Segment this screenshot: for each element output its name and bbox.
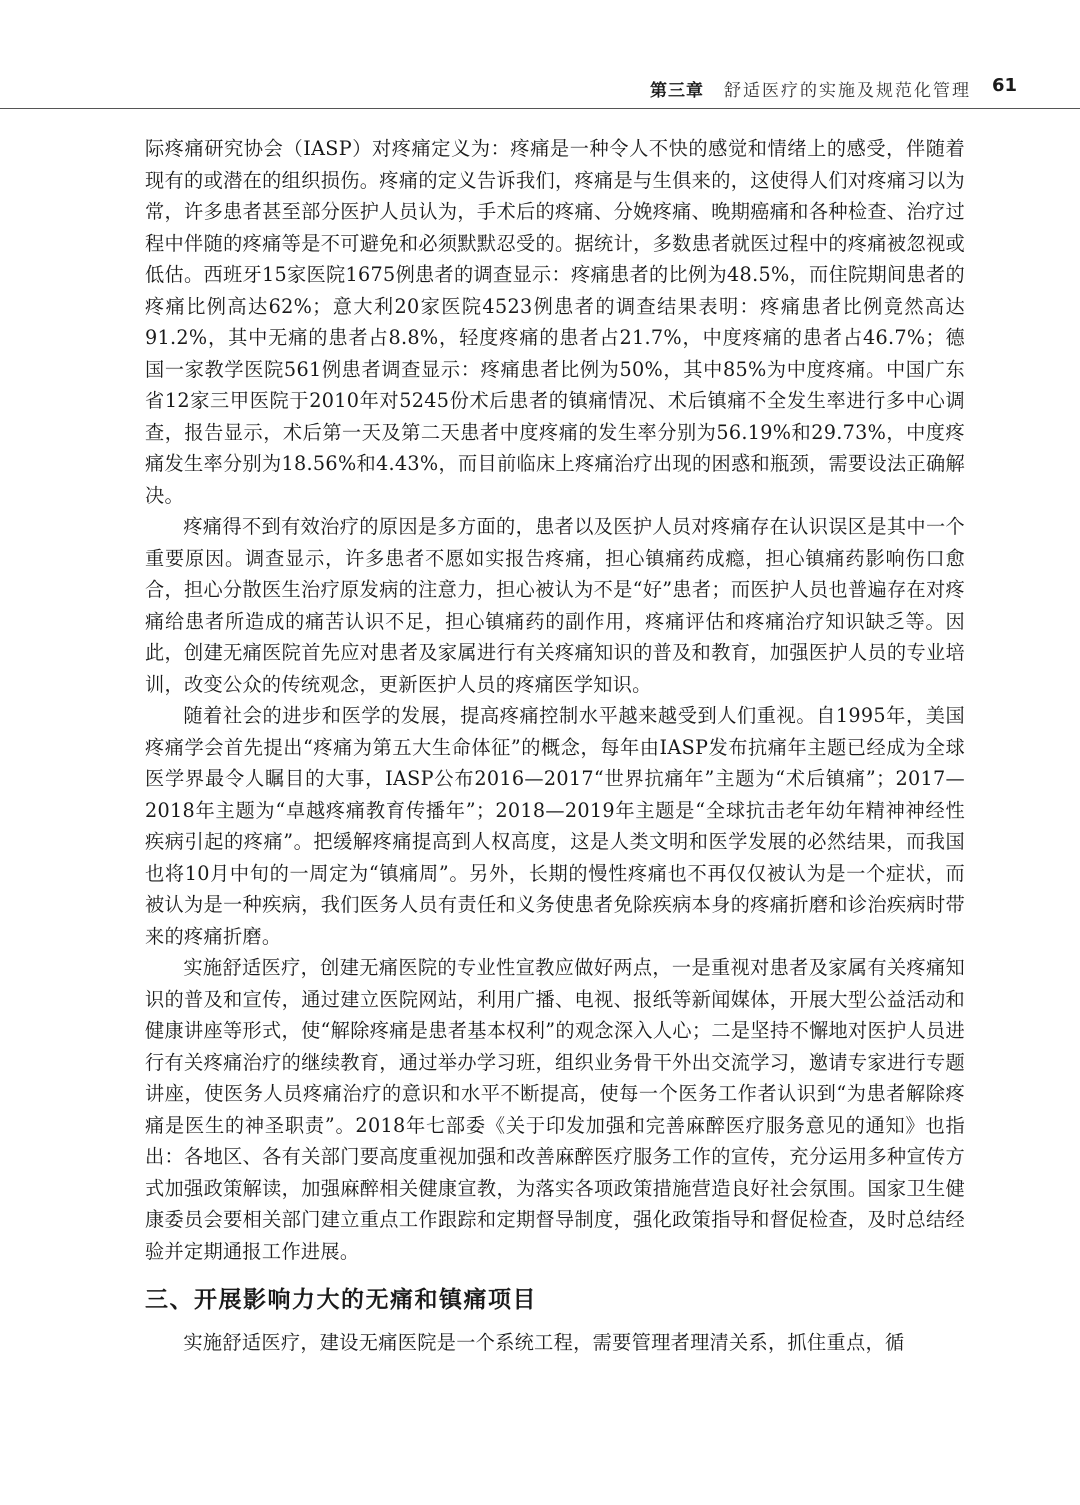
running-header bbox=[0, 62, 1080, 108]
chapter-title: 舒适医疗的实施及规范化管理 bbox=[724, 81, 971, 101]
paragraph-2: 疼痛得不到有效治疗的原因是多方面的，患者以及医护人员对疼痛存在认识误区是其中一个重要原因。调查显示，许多患者不愿如实报告疼痛，担心镇痛药成瘾，担心镇痛药影响伤口愈合，担心分散医生治疗原发病的注意力，担心被认为不是“好”患者；而医护人员也普遍存在对疼痛给患者所造成的痛苦认识不足，担心镇痛药的副作用，疼痛评估和疼痛治疗知识缺乏等。因此，创建无痛医院首先应对患者及家属进行有关疼痛知识的普及和教育，加强医护人员的专业培训，改变公众的传统观念，更新医护人员的疼痛医学知识。 bbox=[145, 515, 965, 696]
paragraph-4: 实施舒适医疗，创建无痛医院的专业性宣教应做好两点，一是重视对患者及家属有关疼痛知识的普及和宣传，通过建立医院网站，利用广播、电视、报纸等新闻媒体，开展大型公益活动和健康讲座等形式，使“解除疼痛是患者基本权利”的观念深入人心；二是坚持不懈地对医护人员进行有关疼痛治疗的继续教育，通过举办学习班，组织业务骨干外出交流学习，邀请专家进行专题讲座，使医务人员疼痛治疗的意识和水平不断提高，使每一个医务工作者认识到“为患者解除疼痛是医生的神圣职责”。2018年七部委《关于印发加强和完善麻醉医疗服务意见的通知》也指出：各地区、各有关部门要高度重视加强和改善麻醉医疗服务工作的宣传，充分运用多种宣传方式加强政策解读，加强麻醉相关健康宣教，为落实各项政策措施营造良好社会氛围。国家卫生健康委员会要相关部门建立重点工作跟踪和定期督导制度，强化政策指导和督促检查，及时总结经验并定期通报工作进展。 bbox=[145, 956, 965, 1263]
page-number: 61 bbox=[992, 75, 1018, 96]
paragraph-3: 随着社会的进步和医学的发展，提高疼痛控制水平越来越受到人们重视。自1995年，美国疼痛学会首先提出“疼痛为第五大生命体征”的概念，每年由IASP发布抗痛年主题已经成为全球医学界最令人瞩目的大事，IASP公布2016—2017“世界抗痛年”主题为“术后镇痛”；2017—2018年主题为“卓越疼痛教育传播年”；2018—2019年主题是“全球抗击老年幼年精神神经性疾病引起的疼痛”。把缓解疼痛提高到人权高度，这是人类文明和医学发展的必然结果，而我国也将10月中旬的一周定为“镇痛周”。另外，长期的慢性疼痛也不再仅仅被认为是一个症状，而被认为是一种疾病，我们医务人员有责任和义务使患者免除疾病本身的疼痛折磨和诊治疾病时带来的疼痛折磨。 bbox=[145, 704, 965, 948]
chapter-label: 第三章 bbox=[650, 81, 704, 101]
paragraph-1: 际疼痛研究协会（IASP）对疼痛定义为：疼痛是一种令人不快的感觉和情绪上的感受，伴随着现有的或潜在的组织损伤。疼痛的定义告诉我们，疼痛是与生俱来的，这使得人们对疼痛习以为常，许多患者甚至部分医护人员认为，手术后的疼痛、分娩疼痛、晚期癌痛和各种检查、治疗过程中伴随的疼痛等是不可避免和必须默默忍受的。据统计，多数患者就医过程中的疼痛被忽视或低估。西班牙15家医院1675例患者的调查显示：疼痛患者的比例为48.5%，而住院期间患者的疼痛比例高达62%；意大利20家医院4523例患者的调查结果表明：疼痛患者比例竟然高达91.2%，其中无痛的患者占8.8%，轻度疼痛的患者占21.7%，中度疼痛的患者占46.7%；德国一家教学医院561例患者调查显示：疼痛患者比例为50%，其中85%为中度疼痛。中国广东省12家三甲医院于2010年对5245份术后患者的镇痛情况、术后镇痛不全发生率进行多中心调查，报告显示，术后第一天及第二天患者中度疼痛的发生率分别为56.19%和29.73%，中度疼痛发生率分别为18.56%和4.43%，而目前临床上疼痛治疗出现的困惑和瓶颈，需要设法正确解决。 bbox=[145, 137, 965, 507]
section-paragraph: 实施舒适医疗，建设无痛医院是一个系统工程，需要管理者理清关系，抓住重点，循 bbox=[183, 1331, 905, 1354]
section-heading: 三、开展影响力大的无痛和镇痛项目 bbox=[145, 1287, 537, 1313]
body-text bbox=[145, 133, 965, 1359]
header-divider bbox=[0, 108, 1080, 109]
